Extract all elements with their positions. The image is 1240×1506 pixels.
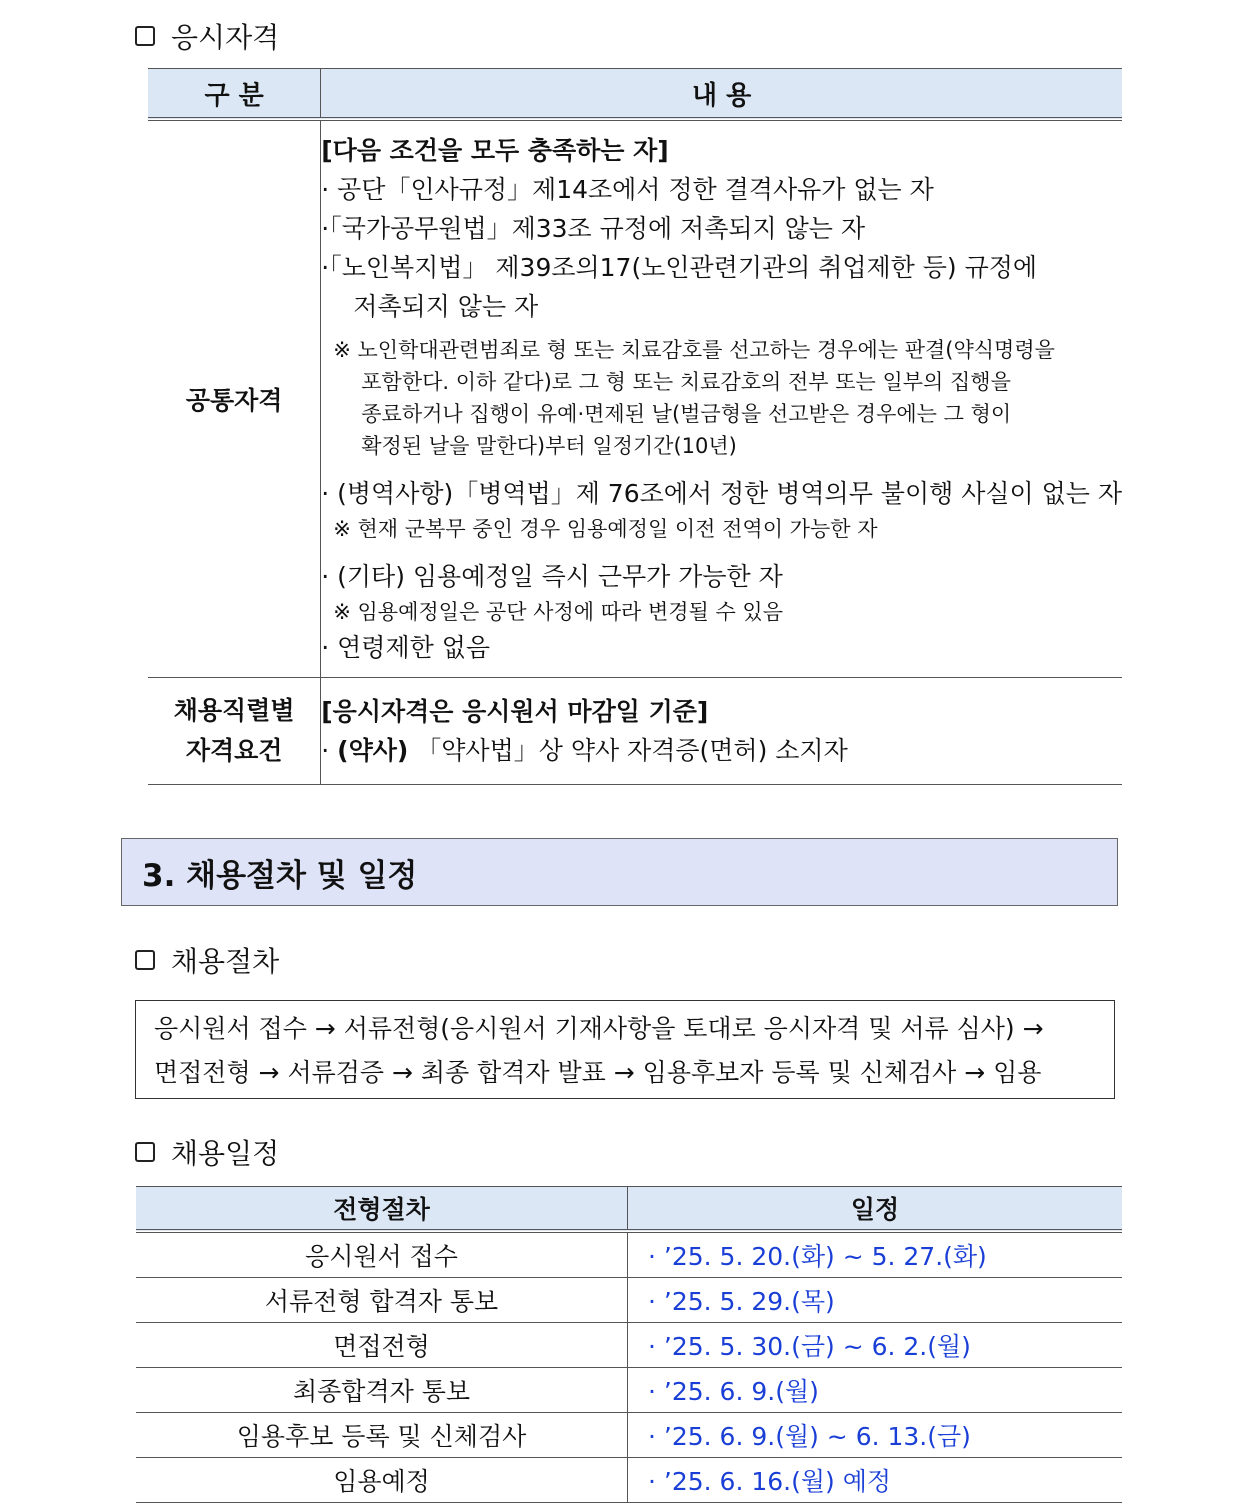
note-line: 확정된 날을 말한다)부터 일정기간(10년) <box>361 434 737 458</box>
common-title: [다음 조건을 모두 충족하는 자] <box>321 136 669 165</box>
military-note: ※ 현재 군복무 중인 경우 임용예정일 이전 전역이 가능한 자 <box>333 517 878 541</box>
schedule-date: · ’25. 5. 30.(금) ~ 6. 2.(월) <box>628 1323 1123 1368</box>
table-row <box>136 1458 1122 1503</box>
qualification-heading-text: 응시자격 <box>171 21 280 54</box>
table-row <box>136 1413 1122 1458</box>
qualification-heading <box>135 16 279 56</box>
column-header-step: 전형절차 <box>136 1187 628 1232</box>
column-header-content: 내 용 <box>321 69 1122 120</box>
schedule-date: · ’25. 6. 16.(월) 예정 <box>628 1458 1123 1503</box>
table-header-row <box>148 69 1122 120</box>
process-line: 면접전형 → 서류검증 → 최종 합격자 발표 → 임용후보자 등록 및 신체검사 → 임용 <box>154 1058 1042 1087</box>
schedule-step: 응시원서 접수 <box>136 1231 628 1278</box>
job-item-type: (약사) <box>337 736 409 765</box>
checkbox-icon <box>135 950 155 970</box>
table-row <box>136 1278 1122 1323</box>
common-item: ·「국가공무원법」제33조 규정에 저촉되지 않는 자 <box>321 214 865 243</box>
job-item-bullet: · <box>321 736 338 765</box>
checkbox-icon <box>135 1142 155 1162</box>
common-item: · 공단「인사규정」제14조에서 정한 결격사유가 없는 자 <box>321 175 934 204</box>
common-qualification-label: 공통자격 <box>148 119 321 678</box>
schedule-heading-text: 채용일정 <box>171 1137 280 1170</box>
table-row <box>136 1323 1122 1368</box>
common-item-continued: 저촉되지 않는 자 <box>353 292 539 321</box>
table-row <box>136 1368 1122 1413</box>
job-qualification-label <box>148 678 321 785</box>
military-item: · (병역사항)「병역법」제 76조에서 정한 병역의무 불이행 사실이 없는 자 <box>321 479 1122 508</box>
table-row <box>136 1231 1122 1278</box>
etc-item: · (기타) 임용예정일 즉시 근무가 가능한 자 <box>321 562 783 591</box>
note-line: 포함한다. 이하 같다)로 그 형 또는 치료감호의 전부 또는 일부의 집행을 <box>361 370 1011 394</box>
schedule-heading <box>135 1132 279 1172</box>
schedule-date: · ’25. 5. 20.(화) ~ 5. 27.(화) <box>628 1231 1123 1278</box>
schedule-table <box>136 1186 1122 1503</box>
process-box <box>135 1000 1115 1099</box>
section-title-bar <box>121 838 1118 906</box>
schedule-step: 임용후보 등록 및 신체검사 <box>136 1413 628 1458</box>
etc-note: ※ 임용예정일은 공단 사정에 따라 변경될 수 있음 <box>333 600 784 624</box>
table-row-job <box>148 678 1122 785</box>
note-block <box>321 334 1122 462</box>
job-qualification-content <box>321 678 1122 785</box>
job-item <box>321 731 1122 770</box>
checkbox-icon <box>135 26 155 46</box>
note-line: 종료하거나 집행이 유예·면제된 날(벌금형을 선고받은 경우에는 그 형이 <box>361 402 1012 426</box>
schedule-step: 면접전형 <box>136 1323 628 1368</box>
job-title: [응시자격은 응시원서 마감일 기준] <box>321 697 709 726</box>
process-heading-text: 채용절차 <box>171 945 280 978</box>
job-item-text: 「약사법」상 약사 자격증(면허) 소지자 <box>416 736 848 765</box>
section-title: 3. 채용절차 및 일정 <box>142 857 418 894</box>
schedule-date: · ’25. 6. 9.(월) ~ 6. 13.(금) <box>628 1413 1123 1458</box>
job-label-line: 채용직렬별 <box>173 696 295 725</box>
schedule-step: 임용예정 <box>136 1458 628 1503</box>
common-item: ·「노인복지법」 제39조의17(노인관련기관의 취업제한 등) 규정에 <box>321 253 1038 282</box>
process-line: 응시원서 접수 → 서류전형(응시원서 기재사항을 토대로 응시자격 및 서류 심사) → <box>154 1014 1044 1043</box>
schedule-step: 최종합격자 통보 <box>136 1368 628 1413</box>
column-header-category: 구 분 <box>148 69 321 120</box>
qualification-table <box>148 68 1122 785</box>
age-item: · 연령제한 없음 <box>321 633 490 662</box>
schedule-date: · ’25. 5. 29.(목) <box>628 1278 1123 1323</box>
column-header-date: 일정 <box>628 1187 1123 1232</box>
note-line: ※ 노인학대관련범죄로 형 또는 치료감호를 선고하는 경우에는 판결(약식명령을 <box>333 338 1055 362</box>
job-label-line: 자격요건 <box>185 736 283 765</box>
schedule-date: · ’25. 6. 9.(월) <box>628 1368 1123 1413</box>
table-row-common <box>148 119 1122 678</box>
common-qualification-content <box>321 119 1122 678</box>
schedule-header-row <box>136 1187 1122 1232</box>
schedule-step: 서류전형 합격자 통보 <box>136 1278 628 1323</box>
process-heading <box>135 940 279 980</box>
